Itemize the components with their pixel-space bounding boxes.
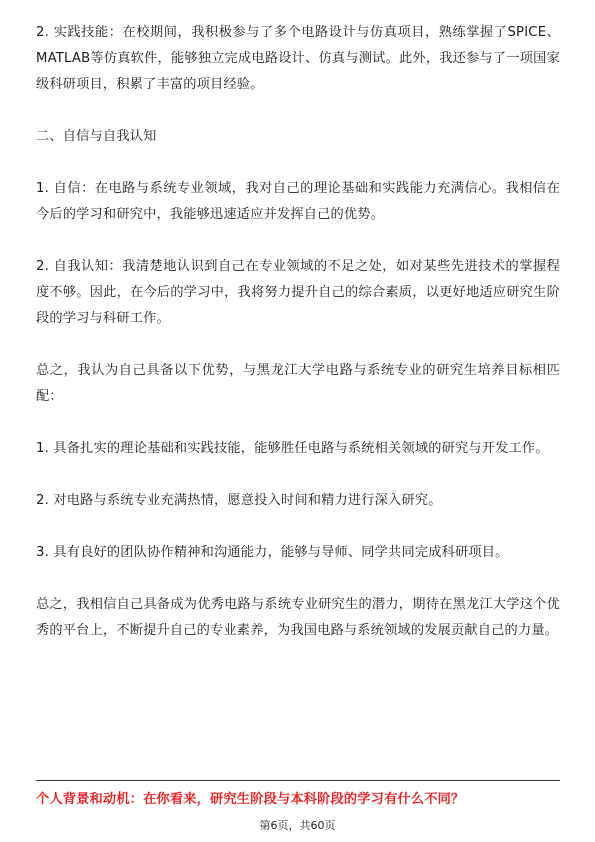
page-number: 第6页，共60页 <box>259 819 336 832</box>
list-item-advantage-1: 1. 具备扎实的理论基础和实践技能，能够胜任电路与系统相关领域的研究与开发工作。 <box>36 441 549 456</box>
list-item-advantage-2: 2. 对电路与系统专业充满热情，愿意投入时间和精力进行深入研究。 <box>36 493 442 508</box>
paragraph-confidence: 1. 自信：在电路与系统专业领域，我对自己的理论基础和实践能力充满信心。我相信在今后的学习和研究中，我能够迅速适应并发挥自己的优势。 <box>36 181 560 222</box>
paragraph-practical-skills: 2. 实践技能：在校期间，我积极参与了多个电路设计与仿真项目，熟练掌握了SPICE、MATLAB等仿真软件，能够独立完成电路设计、仿真与测试。此外，我还参与了一项国家级科研项目，积累了丰富的项目经验。 <box>36 25 560 92</box>
paragraph-self-awareness: 2. 自我认知：我清楚地认识到自己在专业领域的不足之处，如对某些先进技术的掌握程度不够。因此，在今后的学习中，我将努力提升自己的综合素质，以更好地适应研究生阶段的学习与科研工作。 <box>36 259 560 326</box>
section-divider <box>36 780 560 781</box>
interview-question: 个人背景和动机：在你看来，研究生阶段与本科阶段的学习有什么不同？ <box>36 792 465 807</box>
section-heading-confidence: 二、自信与自我认知 <box>36 129 157 144</box>
body-content <box>36 20 560 670</box>
list-item-advantage-3: 3. 具有良好的团队协作精神和沟通能力，能够与导师、同学共同完成科研项目。 <box>36 545 509 560</box>
paragraph-conclusion: 总之，我相信自己具备成为优秀电路与系统专业研究生的潜力，期待在黑龙江大学这个优秀的平台上，不断提升自己的专业素养，为我国电路与系统领域的发展贡献自己的力量。 <box>36 597 560 638</box>
paragraph-summary-intro: 总之，我认为自己具备以下优势，与黑龙江大学电路与系统专业的研究生培养目标相匹配： <box>36 363 560 404</box>
